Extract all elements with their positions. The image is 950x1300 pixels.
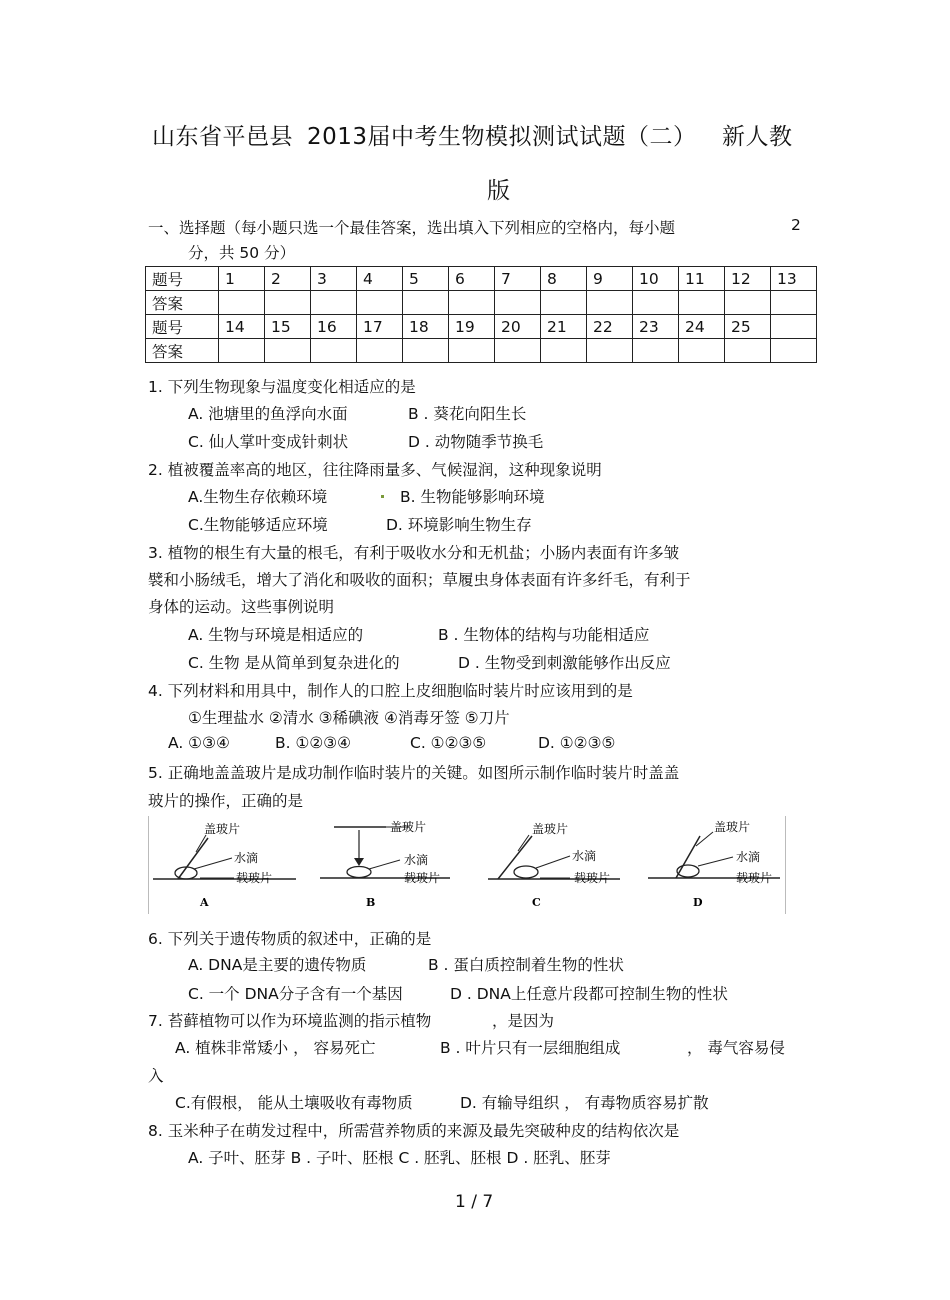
arrowhead-icon [354,858,364,866]
answer-cell[interactable] [495,291,541,315]
section-heading: 一、选择题（每小题只选一个最佳答案，选出填入下列相应的空格内，每小题 [148,219,676,237]
label-letter: A [200,896,209,909]
answer-cell[interactable] [771,291,817,315]
label-slide: 载玻片 [404,871,441,885]
coverslip-figure [148,816,786,914]
panel-b [320,819,450,909]
answer-cell[interactable] [311,291,357,315]
leader-line [536,856,570,868]
answer-table [145,266,817,363]
table-cell: 17 [357,315,403,339]
question-5-line-1: 5. 正确地盖盖玻片是成功制作临时装片的关键。如图所示制作临时装片时盖盖 [148,764,680,782]
speck-mark [381,495,384,498]
answer-cell[interactable] [495,339,541,363]
question-3-option-c: C. 生物 是从简单到复杂进化的 [188,654,400,672]
table-cell: 13 [771,267,817,291]
coverslip-line [498,836,532,879]
table-cell: 23 [633,315,679,339]
page-number: 1 / 7 [455,1192,494,1212]
table-cell: 12 [725,267,771,291]
question-2-option-b: B. 生物能够影响环境 [400,488,545,506]
question-7-stem: 7. 苔藓植物可以作为环境监测的指示植物 [148,1012,432,1030]
label-cover: 盖玻片 [204,822,241,836]
table-cell [771,315,817,339]
answer-cell[interactable] [449,339,495,363]
label-letter: D [693,896,703,909]
panel-a [153,821,296,909]
question-2-option-a: A.生物生存依赖环境 [188,488,328,506]
table-row [146,315,817,339]
question-1-option-c: C. 仙人掌叶变成针刺状 [188,433,349,451]
answer-cell[interactable] [403,291,449,315]
question-4-option-d: D. ①②③⑤ [538,734,616,752]
table-cell: 4 [357,267,403,291]
row-label: 题号 [146,267,219,291]
answer-cell[interactable] [679,339,725,363]
table-cell: 20 [495,315,541,339]
answer-cell[interactable] [587,339,633,363]
table-cell: 8 [541,267,587,291]
question-4-option-a: A. ①③④ [168,734,230,752]
row-label: 答案 [146,291,219,315]
question-1-option-a: A. 池塘里的鱼浮向水面 [188,405,348,423]
table-row [146,267,817,291]
question-6-option-b: B . 蛋白质控制着生物的性状 [428,956,624,974]
question-7-option-b: B . 叶片只有一层细胞组成 [440,1039,621,1057]
section-heading-score: 2 [791,216,801,234]
answer-cell[interactable] [449,291,495,315]
panel-c [488,821,620,909]
table-cell: 18 [403,315,449,339]
coverslip-line [178,838,208,879]
question-1-option-d: D . 动物随季节换毛 [408,433,544,451]
table-cell: 24 [679,315,725,339]
question-5-line-2: 玻片的操作，正确的是 [148,792,304,810]
answer-cell[interactable] [311,339,357,363]
question-7-option-a: A. 植株非常矮小 ， 容易死亡 [175,1039,376,1057]
table-cell: 11 [679,267,725,291]
question-4-option-b: B. ①②③④ [275,734,352,752]
question-7-stem-end: ，是因为 [492,1012,555,1030]
answer-cell[interactable] [725,291,771,315]
table-cell: 21 [541,315,587,339]
answer-cell[interactable] [219,291,265,315]
answer-cell[interactable] [633,339,679,363]
answer-cell[interactable] [265,291,311,315]
question-4-items: ①生理盐水 ②清水 ③稀碘液 ④消毒牙签 ⑤刀片 [188,709,510,727]
question-3-option-a: A. 生物与环境是相适应的 [188,626,364,644]
leader-line [194,858,232,869]
answer-cell[interactable] [771,339,817,363]
label-cover: 盖玻片 [532,822,569,836]
answer-cell[interactable] [587,291,633,315]
question-3-option-d: D . 生物受到刺激能够作出反应 [458,654,671,672]
title-part-1: 山东省平邑县 [152,124,293,150]
answer-cell[interactable] [541,339,587,363]
table-cell: 6 [449,267,495,291]
question-8-stem: 8. 玉米种子在萌发过程中，所需营养物质的来源及最先突破种皮的结构依次是 [148,1122,680,1140]
question-2-option-d: D. 环境影响生物生存 [386,516,532,534]
row-label: 题号 [146,315,219,339]
table-cell: 14 [219,315,265,339]
water-drop-icon [514,866,538,878]
title-part-2: 2013届中考生物模拟测试试题（二） [307,124,697,150]
answer-cell[interactable] [679,291,725,315]
question-7-option-b-cont: ， 毒气容易侵 [687,1039,785,1057]
answer-cell[interactable] [725,339,771,363]
table-cell: 9 [587,267,633,291]
row-label: 答案 [146,339,219,363]
table-cell: 15 [265,315,311,339]
answer-cell[interactable] [357,291,403,315]
label-drop: 水滴 [572,849,597,863]
table-cell: 19 [449,315,495,339]
answer-cell[interactable] [403,339,449,363]
label-drop: 水滴 [234,851,259,865]
table-cell: 25 [725,315,771,339]
answer-cell[interactable] [541,291,587,315]
question-3-line-1: 3. 植物的根生有大量的根毛，有利于吸收水分和无机盐；小肠内表面有许多皱 [148,544,680,562]
question-7-option-c: C.有假根， 能从土壤吸收有毒物质 [175,1094,413,1112]
question-1-stem: 1. 下列生物现象与温度变化相适应的是 [148,378,416,396]
section-heading-line-2: 分，共 50 分） [188,244,296,262]
question-7-option-b-wrap: 入 [148,1067,164,1085]
table-cell: 22 [587,315,633,339]
question-4-option-c: C. ①②③⑤ [410,734,487,752]
question-3-option-b: B . 生物体的结构与功能相适应 [438,626,650,644]
table-cell: 5 [403,267,449,291]
table-cell: 1 [219,267,265,291]
label-drop: 水滴 [404,853,429,867]
table-row [146,291,817,315]
question-2-option-c: C.生物能够适应环境 [188,516,328,534]
coverslip-line [676,836,700,878]
question-8-options: A. 子叶、胚芽 B . 子叶、胚根 C . 胚乳、胚根 D . 胚乳、胚芽 [188,1149,611,1167]
answer-cell[interactable] [357,339,403,363]
table-cell: 7 [495,267,541,291]
question-6-option-c: C. 一个 DNA分子含有一个基因 [188,985,403,1003]
question-2-stem: 2. 植被覆盖率高的地区，往往降雨量多、气候湿润，这种现象说明 [148,461,602,479]
question-4-stem: 4. 下列材料和用具中，制作人的口腔上皮细胞临时装片时应该用到的是 [148,682,633,700]
panel-d [648,819,780,909]
label-letter: B [366,896,376,909]
question-6-option-a: A. DNA是主要的遗传物质 [188,956,367,974]
table-cell: 10 [633,267,679,291]
leader-line [369,860,400,869]
table-cell: 3 [311,267,357,291]
title-line-2: 版 [487,178,511,204]
question-6-stem: 6. 下列关于遗传物质的叙述中，正确的是 [148,930,432,948]
water-drop-icon [347,867,371,878]
label-drop: 水滴 [736,850,761,864]
label-cover: 盖玻片 [714,820,751,834]
answer-cell[interactable] [265,339,311,363]
table-row [146,339,817,363]
label-cover: 盖玻片 [390,820,427,834]
table-cell: 16 [311,315,357,339]
label-slide: 载玻片 [574,871,611,885]
answer-cell[interactable] [633,291,679,315]
title-part-3: 新人教 [722,124,793,150]
label-slide: 载玻片 [736,871,773,885]
question-3-line-2: 襞和小肠绒毛，增大了消化和吸收的面积；草履虫身体表面有许多纤毛，有利于 [148,571,691,589]
leader-line [698,857,733,866]
label-slide: 载玻片 [236,871,273,885]
question-1-option-b: B . 葵花向阳生长 [408,405,527,423]
question-3-line-3: 身体的运动。这些事例说明 [148,598,335,616]
table-cell: 2 [265,267,311,291]
label-letter: C [532,896,541,909]
question-7-option-d: D. 有输导组织 ， 有毒物质容易扩散 [460,1094,709,1112]
question-6-option-d: D . DNA上任意片段都可控制生物的性状 [450,985,728,1003]
answer-cell[interactable] [219,339,265,363]
